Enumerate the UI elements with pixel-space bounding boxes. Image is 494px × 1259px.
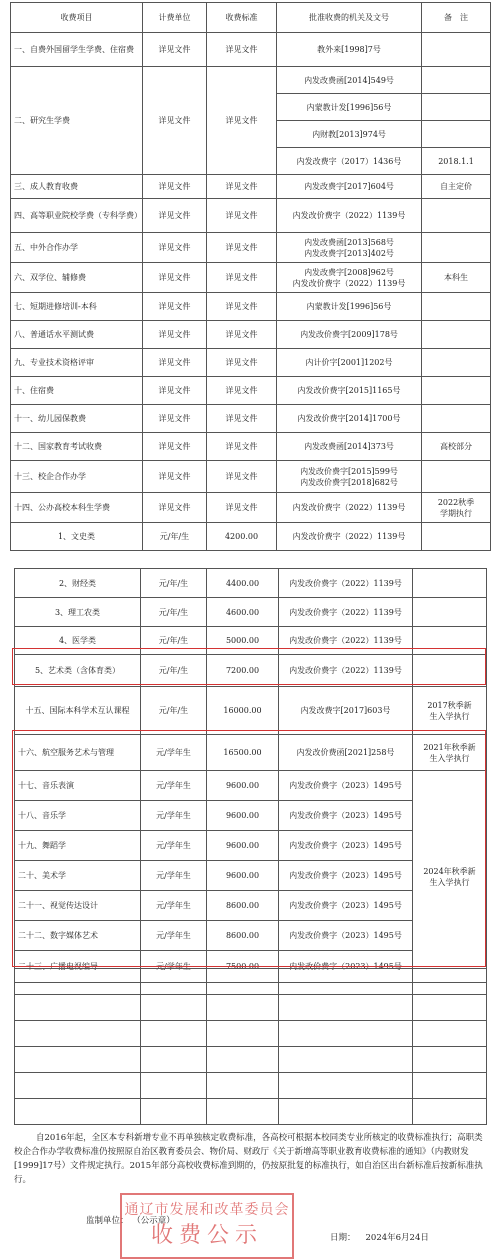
row-remark: [422, 405, 491, 433]
row-item: 2、财经类: [15, 569, 141, 598]
row-unit: 元/学年生: [141, 735, 207, 771]
row-unit: 详见文件: [143, 67, 207, 175]
row-remark: [422, 523, 491, 551]
row-item: 五、中外合作办学: [11, 233, 143, 263]
row-standard: 8600.00: [207, 921, 279, 951]
row-item: 十三、校企合作办学: [11, 461, 143, 493]
row-remark: 2018.1.1: [422, 148, 491, 175]
stamp-line-1: 通辽市发展和改革委员会: [124, 1202, 290, 1218]
row-document: 内发改价费字[2014]1700号: [277, 405, 422, 433]
row-document: 内蒙教计发[1996]56号: [277, 94, 422, 121]
row-unit: 详见文件: [143, 233, 207, 263]
row-unit: 元/年/生: [141, 598, 207, 627]
row-item: 二十三、广播电视编导: [15, 951, 141, 983]
row-item: 三、成人教育收费: [11, 175, 143, 199]
supervisor-label: 监制单位：: [86, 1216, 129, 1226]
stamp-line-2: 收费公示: [150, 1223, 263, 1248]
header-item: 收费项目: [11, 3, 143, 33]
row-standard: 4400.00: [207, 569, 279, 598]
row-document: 内发改费字[2017]604号: [277, 175, 422, 199]
row-unit: 详见文件: [143, 263, 207, 293]
row-item: 六、双学位、辅修费: [11, 263, 143, 293]
table-row: [11, 33, 491, 67]
row-unit: 元/学年生: [141, 831, 207, 861]
row-item: 九、专业技术资格评审: [11, 349, 143, 377]
row-standard: 详见文件: [207, 33, 277, 67]
row-standard: 7500.00: [207, 951, 279, 983]
row-standard: 详见文件: [207, 293, 277, 321]
row-remark: [422, 293, 491, 321]
row-item: 四、高等职业院校学费（专科学费）: [11, 199, 143, 233]
row-remark: 2021年秋季新 生入学执行: [413, 735, 487, 771]
row-remark: 高校部分: [422, 433, 491, 461]
row-standard: 4200.00: [207, 523, 277, 551]
row-document: 内发改价费字（2022）1139号: [279, 627, 413, 655]
supervisor-value: （公示章）: [136, 1216, 175, 1226]
row-standard: 详见文件: [207, 263, 277, 293]
row-document: 内发改费函[2013]568号 内发改费字[2013]402号: [277, 233, 422, 263]
table-row: [11, 199, 491, 233]
row-document: 内发改价费字（2022）1139号: [279, 569, 413, 598]
table-row: [15, 598, 487, 627]
row-unit: 详见文件: [143, 321, 207, 349]
row-remark: [422, 94, 491, 121]
row-item: 一、自费外国留学生学费、住宿费: [11, 33, 143, 67]
row-unit: 详见文件: [143, 433, 207, 461]
row-document: 内发改价费字（2023）1495号: [279, 861, 413, 891]
row-item: 5、艺术类（含体育类）: [15, 655, 141, 687]
row-remark: [422, 121, 491, 148]
row-remark: [422, 349, 491, 377]
row-item: 十四、公办高校本科生学费: [11, 493, 143, 523]
row-unit: 元/年/生: [143, 523, 207, 551]
row-document: 内发改费字[2008]962号 内发改价费字（2022）1139号: [277, 263, 422, 293]
row-standard: 5000.00: [207, 627, 279, 655]
highlight-art-row-box: [12, 648, 486, 685]
header-unit: 计费单位: [143, 3, 207, 33]
row-standard: 详见文件: [207, 493, 277, 523]
row-remark: [422, 199, 491, 233]
row-unit: 元/年/生: [141, 687, 207, 735]
row-unit: 详见文件: [143, 405, 207, 433]
row-standard: 详见文件: [207, 175, 277, 199]
row-document: 内发改费函[2014]549号: [277, 67, 422, 94]
row-standard: 8600.00: [207, 891, 279, 921]
table-row: [11, 349, 491, 377]
row-unit: 元/学年生: [141, 801, 207, 831]
table-row: [11, 377, 491, 405]
row-document: 内发改价费字[2009]178号: [277, 321, 422, 349]
row-unit: 详见文件: [143, 33, 207, 67]
row-unit: 详见文件: [143, 461, 207, 493]
table-header-row: [11, 3, 491, 33]
row-item: 十二、国家教育考试收费: [11, 433, 143, 461]
row-unit: 详见文件: [143, 377, 207, 405]
table-row: [11, 321, 491, 349]
row-standard: 详见文件: [207, 349, 277, 377]
row-remark: [422, 461, 491, 493]
empty-row: [15, 995, 487, 1021]
row-document: 内蒙教计发[1996]56号: [277, 293, 422, 321]
row-document: 内发改价费字[2015]1165号: [277, 377, 422, 405]
row-unit: 元/学年生: [141, 861, 207, 891]
row-unit: 详见文件: [143, 175, 207, 199]
row-standard: 9600.00: [207, 801, 279, 831]
row-unit: 元/年/生: [141, 655, 207, 687]
header-standard: 收费标准: [207, 3, 277, 33]
row-standard: 详见文件: [207, 461, 277, 493]
row-item: 3、理工农类: [15, 598, 141, 627]
row-unit: 详见文件: [143, 199, 207, 233]
table-row: [11, 233, 491, 263]
empty-row: [15, 1099, 487, 1125]
row-remark: 2024年秋季新 生入学执行: [413, 771, 487, 983]
header-document: 批准收费的机关及文号: [277, 3, 422, 33]
row-item: 二十二、数字媒体艺术: [15, 921, 141, 951]
row-unit: 元/学年生: [141, 951, 207, 983]
row-unit: 元/学年生: [141, 891, 207, 921]
row-document: 内发改费字（2017）1436号: [277, 148, 422, 175]
highlight-art-majors-box: [12, 730, 486, 967]
fee-table-top: [10, 2, 491, 551]
row-standard: 16000.00: [207, 687, 279, 735]
table-row: [11, 175, 491, 199]
table-row: [11, 433, 491, 461]
table-row: [11, 263, 491, 293]
row-standard: 详见文件: [207, 321, 277, 349]
row-document: 内计价字[2001]1202号: [277, 349, 422, 377]
row-document: 内发改价费字[2015]599号 内发改价费字[2018]682号: [277, 461, 422, 493]
row-document: 内发改价费字（2023）1495号: [279, 831, 413, 861]
row-item: 八、普通话水平测试费: [11, 321, 143, 349]
row-document: 内发改价费字（2022）1139号: [277, 523, 422, 551]
row-document: 内发改价费字（2023）1495号: [279, 771, 413, 801]
row-standard: 详见文件: [207, 405, 277, 433]
row-item: 十五、国际本科学术互认课程: [15, 687, 141, 735]
row-document: 内发改价费字（2022）1139号: [279, 598, 413, 627]
row-item: 十七、音乐表演: [15, 771, 141, 801]
row-item: 十八、音乐学: [15, 801, 141, 831]
row-remark: [413, 569, 487, 598]
row-document: 内发改价费字（2023）1495号: [279, 921, 413, 951]
row-standard: 9600.00: [207, 831, 279, 861]
row-document: 内发改费函[2014]373号: [277, 433, 422, 461]
row-document: 内发改价费函[2021]258号: [279, 735, 413, 771]
row-remark: 2022秋季 学期执行: [422, 493, 491, 523]
footnote-text: 自2016年起，全区本专科新增专业不再单独核定收费标准，各高校可根据本校同类专业所核定的收费标准执行；高职类校企合作办学收费标准仍按照原自治区教育委员会、物价局、财政厅《关于新增高等职业教育收费标准的通知》（内教财发[1999]17号）文件规定执行。2015年部分高校收费标准到期的，仍按原批复的标准执行，如自治区出台新标准后按新标准执行。: [14, 1133, 483, 1185]
row-item: 二、研究生学费: [11, 67, 143, 175]
row-unit: 元/学年生: [141, 771, 207, 801]
official-seal-stamp: [120, 1193, 294, 1259]
header-remark: 备 注: [422, 3, 491, 33]
row-standard: 详见文件: [207, 377, 277, 405]
row-document: 教外来[1998]7号: [277, 33, 422, 67]
table-row: [11, 67, 491, 94]
row-remark: [422, 67, 491, 94]
row-remark: [413, 598, 487, 627]
empty-row: [15, 969, 487, 995]
row-document: 内发改价费字（2023）1495号: [279, 951, 413, 983]
row-item: 1、文史类: [11, 523, 143, 551]
row-item: 十一、幼儿园保教费: [11, 405, 143, 433]
row-document: 内发改费字[2017]603号: [279, 687, 413, 735]
row-document: 内发改价费字（2022）1139号: [277, 199, 422, 233]
row-document: 内发改价费字（2022）1139号: [277, 493, 422, 523]
row-standard: 详见文件: [207, 67, 277, 175]
table-row: [15, 687, 487, 735]
row-unit: 详见文件: [143, 349, 207, 377]
row-unit: 元/年/生: [141, 627, 207, 655]
row-document: 内发改价费字（2023）1495号: [279, 891, 413, 921]
table-row: [11, 405, 491, 433]
row-standard: 9600.00: [207, 861, 279, 891]
row-remark: 2017秋季新 生入学执行: [413, 687, 487, 735]
row-item: 4、医学类: [15, 627, 141, 655]
date-line: [330, 1231, 429, 1243]
page-gap: [0, 563, 494, 567]
row-remark: 自主定价: [422, 175, 491, 199]
row-standard: 16500.00: [207, 735, 279, 771]
row-remark: [422, 33, 491, 67]
row-item: 七、短期进修培训-本科: [11, 293, 143, 321]
row-unit: 元/学年生: [141, 921, 207, 951]
table-row: [11, 523, 491, 551]
row-remark: [422, 233, 491, 263]
row-standard: 7200.00: [207, 655, 279, 687]
row-document: 内财教[2013]974号: [277, 121, 422, 148]
row-item: 二十、美术学: [15, 861, 141, 891]
row-item: 十六、航空服务艺术与管理: [15, 735, 141, 771]
empty-row: [15, 1047, 487, 1073]
date-value: 2024年6月24日: [365, 1233, 429, 1243]
row-unit: 详见文件: [143, 493, 207, 523]
date-label: 日期：: [330, 1233, 356, 1243]
empty-rows-grid: [14, 968, 487, 1125]
row-item: 十、住宿费: [11, 377, 143, 405]
row-standard: 详见文件: [207, 233, 277, 263]
row-standard: 详见文件: [207, 433, 277, 461]
row-remark: [422, 321, 491, 349]
row-unit: 详见文件: [143, 293, 207, 321]
row-standard: 详见文件: [207, 199, 277, 233]
row-item: 二十一、视觉传达设计: [15, 891, 141, 921]
empty-row: [15, 1021, 487, 1047]
table-row: [11, 493, 491, 523]
row-remark: 本科生: [422, 263, 491, 293]
empty-row: [15, 1073, 487, 1099]
row-standard: 4600.00: [207, 598, 279, 627]
row-standard: 9600.00: [207, 771, 279, 801]
row-remark: [422, 377, 491, 405]
table-row: [15, 569, 487, 598]
table-row: [11, 293, 491, 321]
table-row: [11, 461, 491, 493]
row-document: 内发改价费字（2023）1495号: [279, 801, 413, 831]
row-item: 十九、舞蹈学: [15, 831, 141, 861]
row-document: 内发改价费字（2022）1139号: [279, 655, 413, 687]
row-unit: 元/年/生: [141, 569, 207, 598]
